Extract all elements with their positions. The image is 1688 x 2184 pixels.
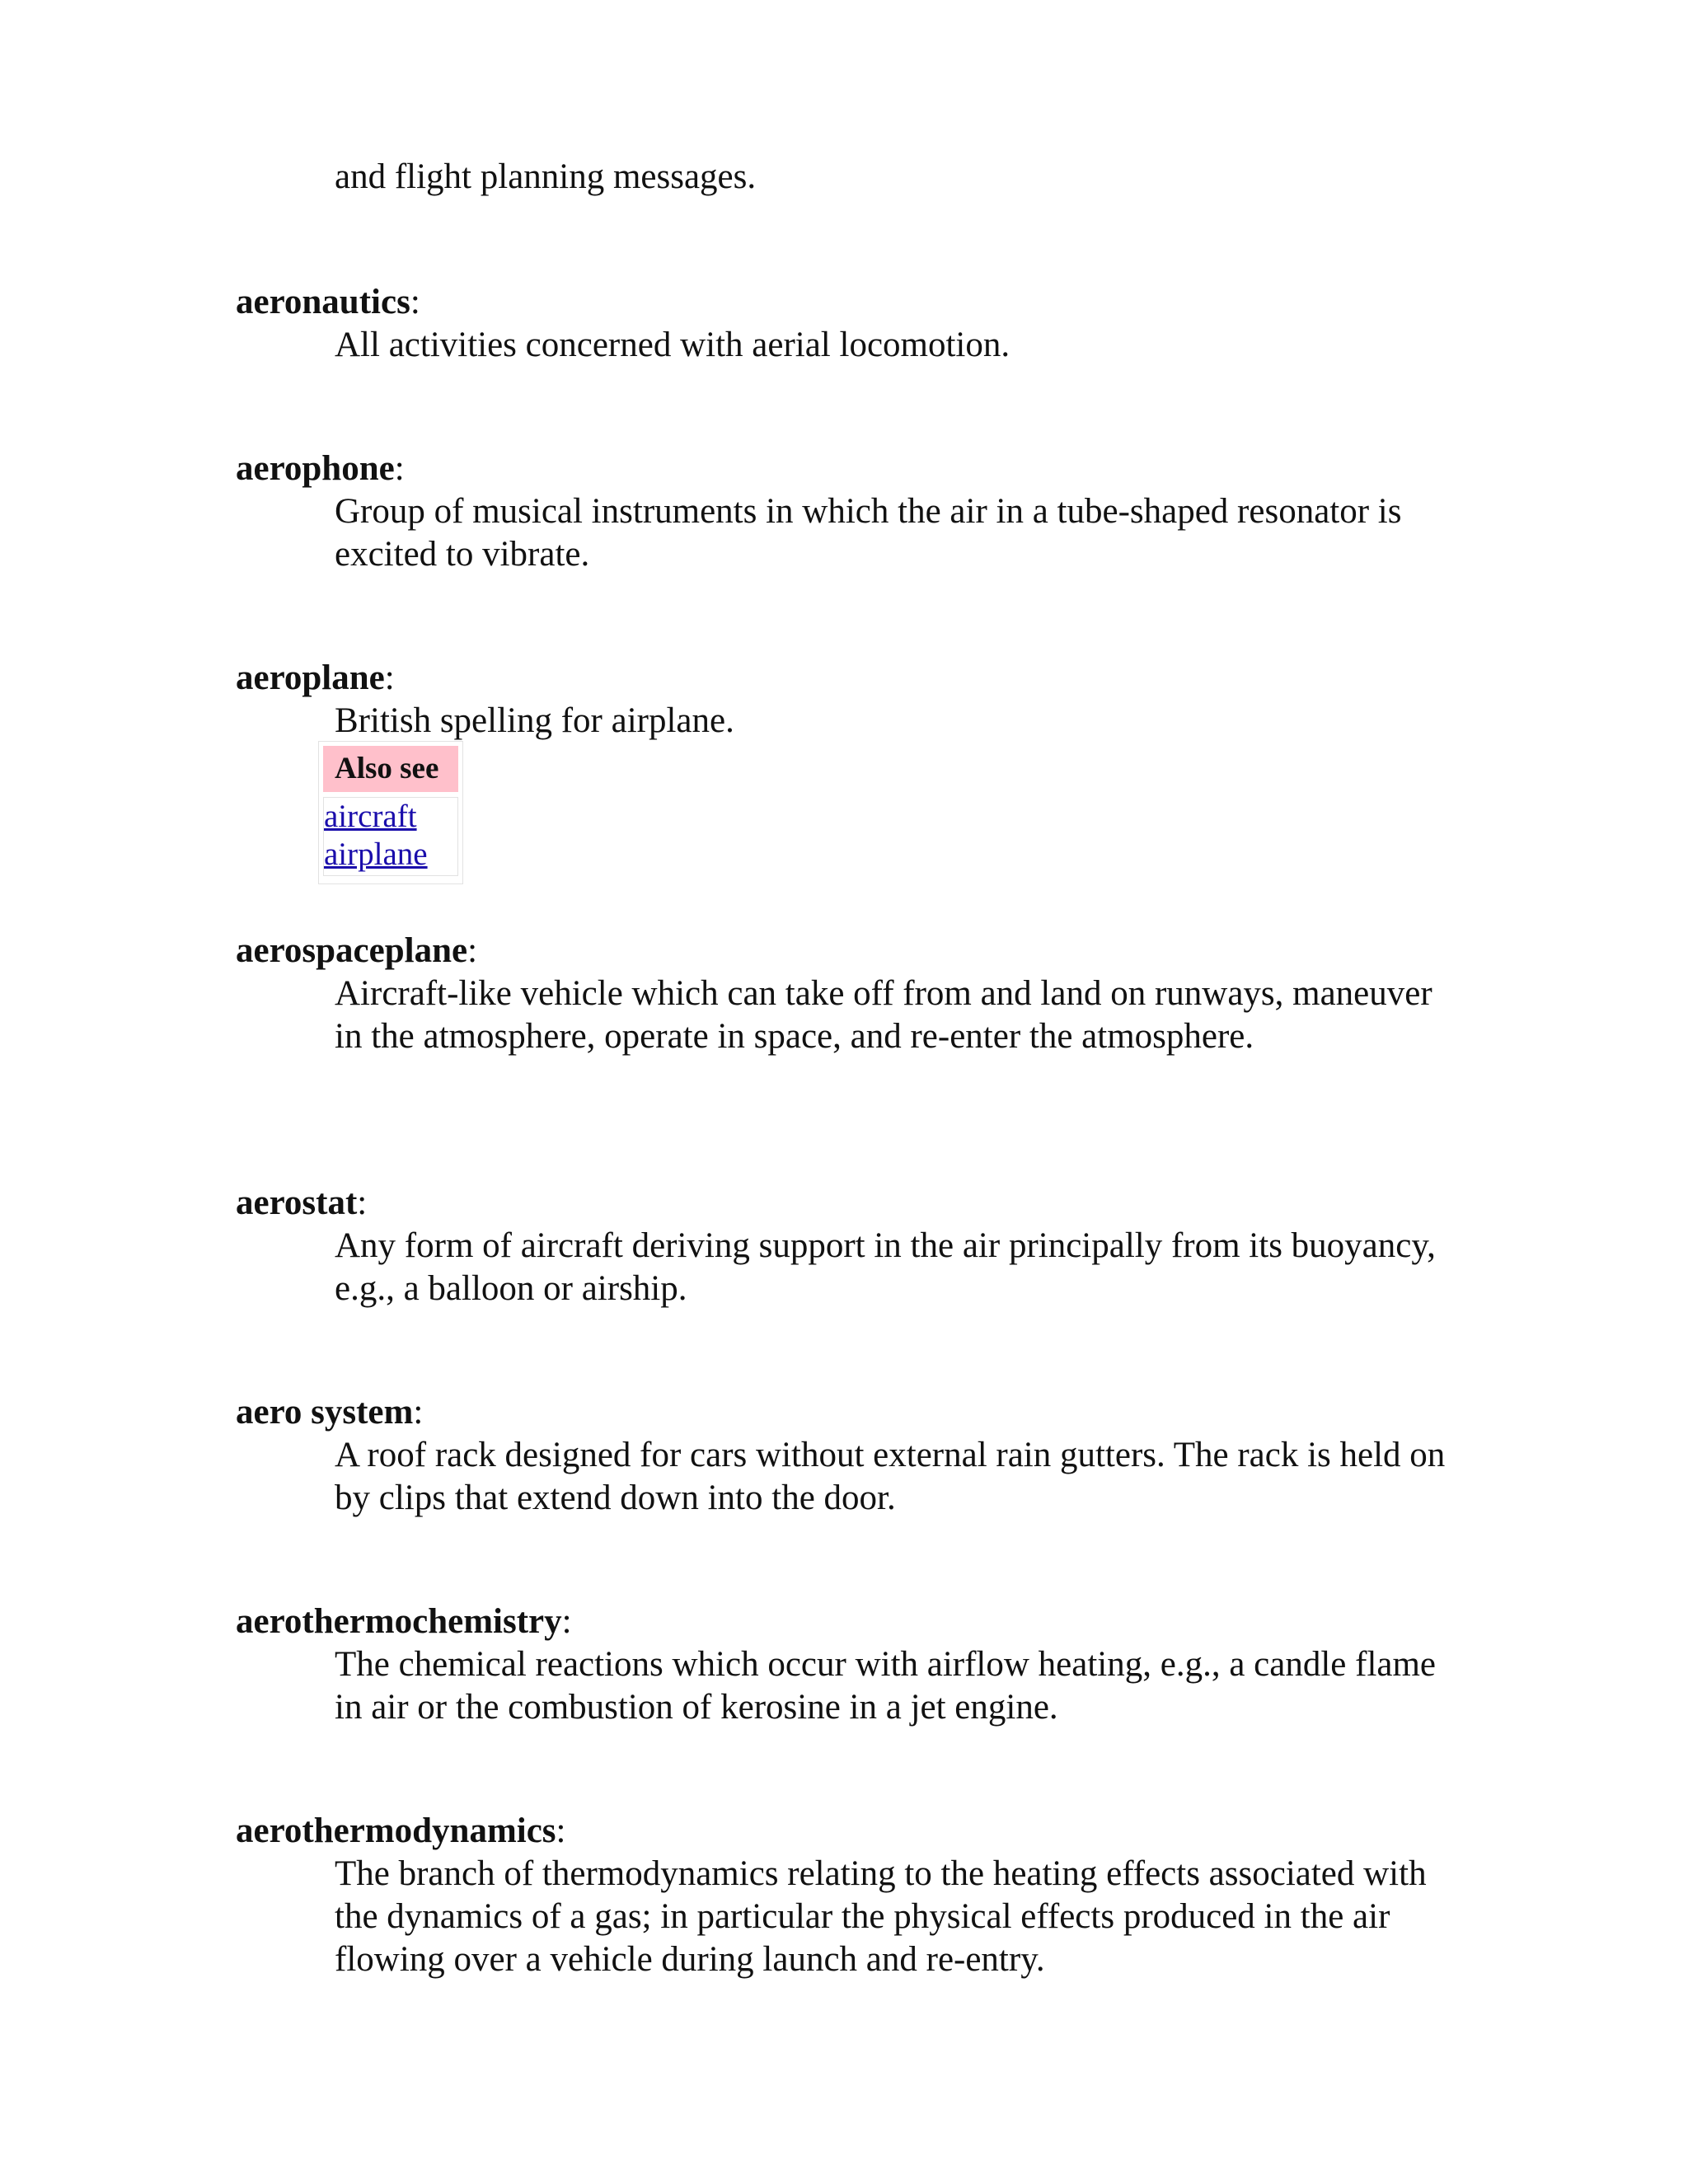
continued-definition: and flight planning messages. [335,157,757,196]
also-see-links [323,797,458,876]
term-aerospaceplane: aerospaceplane [236,931,468,970]
also-see-link-airplane[interactable]: airplane [324,837,428,872]
also-see-heading: Also see [323,746,458,792]
term-line [236,281,1456,324]
term-separator: : [413,1393,424,1432]
also-see-link-aircraft[interactable]: aircraft [324,799,417,834]
term-separator: : [384,658,395,697]
definition-aero-system: A roof rack designed for cars without external rain gutters. The rack is held on by clips that extend down into the door. [335,1436,1446,1517]
term-line [236,1182,1456,1225]
glossary-entry-aerospaceplane [236,930,1456,1058]
term-aero-system: aero system [236,1393,414,1432]
definition-aeroplane: British spelling for airplane. [335,701,734,740]
glossary-entry-aeroplane [236,657,1456,743]
definition-aerostat: Any form of aircraft deriving support in the air principally from its buoyancy, e.g., a balloon or airship. [335,1226,1436,1308]
term-line [236,1810,1456,1853]
term-separator: : [561,1602,572,1641]
term-separator: : [357,1183,368,1222]
term-aeroplane: aeroplane [236,658,385,697]
term-aerostat: aerostat [236,1183,358,1222]
term-line [236,1601,1456,1643]
term-separator: : [556,1811,566,1850]
glossary-entry-aerothermodynamics [236,1810,1456,1981]
glossary-entry-aerophone [236,448,1456,576]
term-aerothermodynamics: aerothermodynamics [236,1811,556,1850]
term-line [236,1391,1456,1434]
definition-aeronautics: All activities concerned with aerial locomotion. [335,326,1010,364]
term-line [236,448,1456,490]
term-separator: : [410,283,420,321]
definition-aerospaceplane: Aircraft-like vehicle which can take off from and land on runways, maneuver in the atmosphere, operate in space, and re-enter the atmosphere. [335,974,1432,1056]
term-aeronautics: aeronautics [236,283,410,321]
term-aerophone: aerophone [236,449,395,488]
term-aerothermochemistry: aerothermochemistry [236,1602,562,1641]
term-line [236,930,1456,972]
definition-aerophone: Group of musical instruments in which the air in a tube-shaped resonator is excited to vibrate. [335,492,1402,574]
definition-aerothermodynamics: The branch of thermodynamics relating to the heating effects associated with the dynamics of a gas; in particular the physical effects produced in the air flowing over a vehicle during launch and re-entry. [335,1854,1427,1979]
glossary-entry-aeronautics [236,281,1456,367]
glossary-entry-aero-system [236,1391,1456,1520]
definition-aerothermochemistry: The chemical reactions which occur with airflow heating, e.g., a candle flame in air or the combustion of kerosine in a jet engine. [335,1645,1437,1727]
glossary-entry-aerothermochemistry [236,1601,1456,1729]
term-line [236,657,1456,700]
glossary-entry-aerostat [236,1182,1456,1310]
also-see-box [318,741,463,884]
term-separator: : [467,931,478,970]
term-separator: : [394,449,405,488]
